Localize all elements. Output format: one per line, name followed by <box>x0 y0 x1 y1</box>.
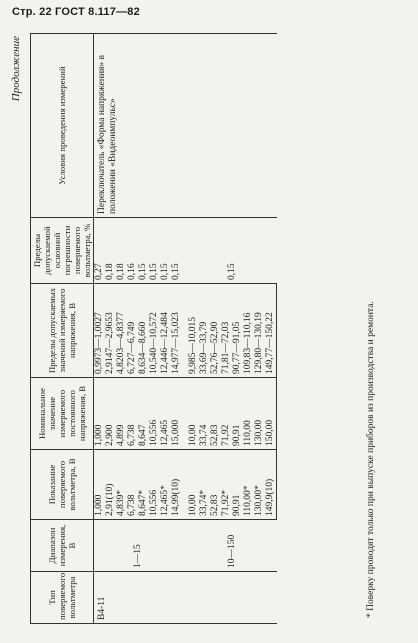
col-header-conditions: Условия проведения измерений <box>31 34 94 218</box>
cell-reading: 12,465* <box>160 450 171 520</box>
cell-limits: 52,76—52,90 <box>210 284 221 378</box>
cell-reading: 8,647* <box>138 450 149 520</box>
col-header-range: Диапазон измерения, В <box>31 520 94 572</box>
cell-nominal: 15,000 <box>171 378 182 450</box>
cell-type: B4-11 <box>94 572 277 624</box>
cell-limits: 109,83—110,16 <box>243 284 254 378</box>
cell-reading: 6,738 <box>127 450 138 520</box>
cell-range-2: 10—150 <box>188 520 277 572</box>
cell-limits: 9,985—10,015 <box>188 284 199 378</box>
cell-error: 0,15 <box>171 218 182 284</box>
cell-nominal: 90,91 <box>232 378 243 450</box>
cell-nominal: 33,74 <box>199 378 210 450</box>
cell-limits: 0,9973—1,0027 <box>94 284 106 378</box>
cell-reading: 10,556 <box>149 450 160 520</box>
cell-error: 0,15 <box>138 218 149 284</box>
cell-reading: 4,839* <box>116 450 127 520</box>
cell-nominal: 2,900 <box>105 378 116 450</box>
cell-limits: 33,69—33,79 <box>199 284 210 378</box>
cell-nominal: 110,00 <box>243 378 254 450</box>
cell-limits: 4,8203—4,8377 <box>116 284 127 378</box>
col-header-error: Пределы допускаемой основной погрешности поверяемого вольтметра, % <box>31 218 94 284</box>
cell-nominal: 8,647 <box>138 378 149 450</box>
cell-nominal: 4,899 <box>116 378 127 450</box>
verification-table <box>30 33 277 624</box>
cell-reading: 110,00* <box>243 450 254 520</box>
rotated-content <box>10 34 390 624</box>
cell-reading: 1,000 <box>94 450 106 520</box>
cell-reading: 90,91 <box>232 450 243 520</box>
cell-nominal: 52,83 <box>210 378 221 450</box>
cell-nominal: 150,00 <box>265 378 277 450</box>
cell-conditions: Переключатель «Форма напряжения» в положении «Видеоимпульс» <box>94 34 277 218</box>
cell-error: 0,18 <box>116 218 127 284</box>
table-caption: Продолжение <box>10 36 22 102</box>
table-row <box>94 34 106 624</box>
cell-nominal: 10,556 <box>149 378 160 450</box>
cell-limits: 12,446—12,484 <box>160 284 171 378</box>
cell-reading: 71,92* <box>221 450 232 520</box>
cell-reading: 33,74* <box>199 450 210 520</box>
cell-limits: 90,77—91,05 <box>232 284 243 378</box>
col-header-type: Тип поверяемого вольтметра <box>31 572 94 624</box>
cell-reading: 149,9(10) <box>265 450 277 520</box>
cell-reading: 2,91(10) <box>105 450 116 520</box>
cell-nominal: 71,92 <box>221 378 232 450</box>
cell-nominal: 6,738 <box>127 378 138 450</box>
col-header-reading: Показание поверяемого вольтметра, В <box>31 450 94 520</box>
cell-nominal: 10,00 <box>188 378 199 450</box>
col-header-nominal: Номинальное значение измеряемого постоянного напряжения, В <box>31 378 94 450</box>
cell-limits: 2,9147—2,9653 <box>105 284 116 378</box>
cell-limits: 8,634—8,660 <box>138 284 149 378</box>
cell-limits: 6,727—6,749 <box>127 284 138 378</box>
cell-error: 0,15 <box>160 218 171 284</box>
cell-limits: 149,77—150,22 <box>265 284 277 378</box>
cell-reading: 14,99(10) <box>171 450 182 520</box>
cell-error: 0,15 <box>149 218 160 284</box>
cell-reading: 52,83 <box>210 450 221 520</box>
cell-error: 0,18 <box>105 218 116 284</box>
cell-error-group-2: 0,15 <box>188 218 277 284</box>
cell-error: 0,16 <box>127 218 138 284</box>
col-header-limits: Пределы допускаемых значений измеряемого напряжения, В <box>31 284 94 378</box>
cell-nominal: 1,000 <box>94 378 106 450</box>
cell-nominal: 130,00 <box>254 378 265 450</box>
cell-limits: 14,977—15,023 <box>171 284 182 378</box>
table-header-row <box>31 34 94 624</box>
cell-range-1: 1—15 <box>94 520 183 572</box>
cell-limits: 129,80—130,19 <box>254 284 265 378</box>
cell-limits: 10,540—10,572 <box>149 284 160 378</box>
page-header: Стр. 22 ГОСТ 8.117—82 <box>12 6 140 18</box>
cell-nominal: 12,465 <box>160 378 171 450</box>
cell-limits: 71,81—72,03 <box>221 284 232 378</box>
cell-reading: 130,00* <box>254 450 265 520</box>
cell-error: 0,27 <box>94 218 106 284</box>
footnote: * Поверку проводят только при выпуске приборов из производства и ремонта. <box>366 301 376 618</box>
cell-reading: 10,00 <box>188 450 199 520</box>
